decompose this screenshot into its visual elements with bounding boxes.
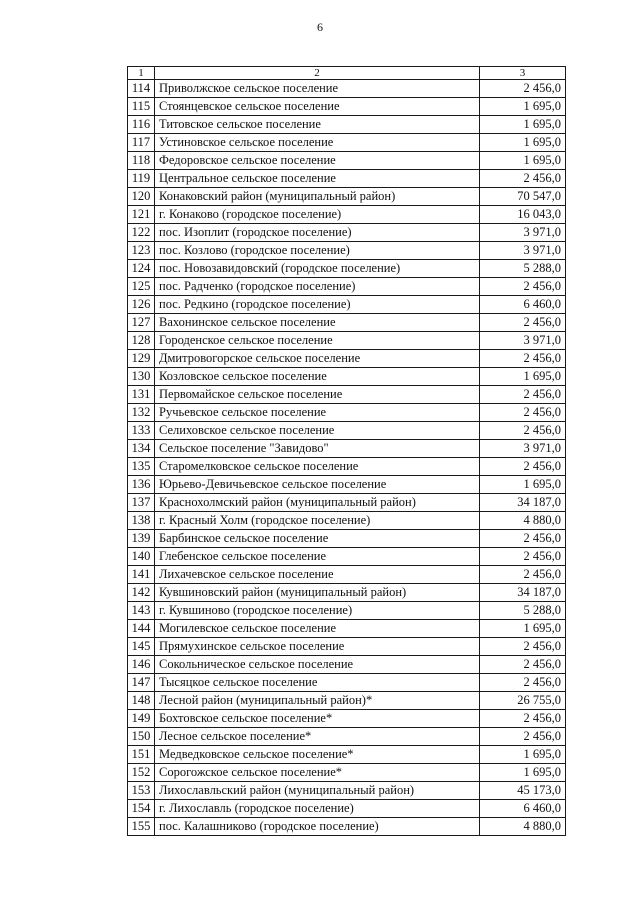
table-row: [128, 800, 566, 818]
amount-value: 2 456,0: [480, 674, 566, 692]
municipality-name: Лихачевское сельское поселение: [155, 566, 480, 584]
table-row: [128, 602, 566, 620]
row-number: 123: [128, 242, 155, 260]
municipality-name: Лесное сельское поселение*: [155, 728, 480, 746]
row-number: 125: [128, 278, 155, 296]
amount-value: 2 456,0: [480, 314, 566, 332]
row-number: 129: [128, 350, 155, 368]
row-number: 147: [128, 674, 155, 692]
amount-value: 45 173,0: [480, 782, 566, 800]
table-row: [128, 296, 566, 314]
table-body: [128, 67, 566, 836]
row-number: 131: [128, 386, 155, 404]
amount-value: 1 695,0: [480, 764, 566, 782]
amount-value: 5 288,0: [480, 602, 566, 620]
row-number: 152: [128, 764, 155, 782]
row-number: 144: [128, 620, 155, 638]
amount-value: 2 456,0: [480, 638, 566, 656]
row-number: 121: [128, 206, 155, 224]
amount-value: 3 971,0: [480, 224, 566, 242]
amount-value: 6 460,0: [480, 800, 566, 818]
row-number: 126: [128, 296, 155, 314]
amount-value: 1 695,0: [480, 98, 566, 116]
row-number: 128: [128, 332, 155, 350]
row-number: 124: [128, 260, 155, 278]
amount-value: 1 695,0: [480, 746, 566, 764]
municipality-name: пос. Калашниково (городское поселение): [155, 818, 480, 836]
municipality-name: Тысяцкое сельское поселение: [155, 674, 480, 692]
table-row: [128, 314, 566, 332]
row-number: 154: [128, 800, 155, 818]
table-row: [128, 728, 566, 746]
table-row: [128, 566, 566, 584]
row-number: 120: [128, 188, 155, 206]
table-row: [128, 134, 566, 152]
municipality-name: Городенское сельское поселение: [155, 332, 480, 350]
table-row: [128, 332, 566, 350]
row-number: 132: [128, 404, 155, 422]
amount-value: 1 695,0: [480, 476, 566, 494]
municipality-name: Медведковское сельское поселение*: [155, 746, 480, 764]
municipality-name: Дмитровогорское сельское поселение: [155, 350, 480, 368]
amount-value: 3 971,0: [480, 332, 566, 350]
municipality-name: Прямухинское сельское поселение: [155, 638, 480, 656]
table-row: [128, 368, 566, 386]
municipality-name: пос. Новозавидовский (городское поселение): [155, 260, 480, 278]
amount-value: 2 456,0: [480, 530, 566, 548]
row-number: 151: [128, 746, 155, 764]
row-number: 146: [128, 656, 155, 674]
municipality-name: Вахонинское сельское поселение: [155, 314, 480, 332]
row-number: 143: [128, 602, 155, 620]
municipality-name: Могилевское сельское поселение: [155, 620, 480, 638]
municipality-name: Козловское сельское поселение: [155, 368, 480, 386]
amount-value: 4 880,0: [480, 818, 566, 836]
row-number: 153: [128, 782, 155, 800]
amount-value: 16 043,0: [480, 206, 566, 224]
table-row: [128, 512, 566, 530]
row-number: 141: [128, 566, 155, 584]
municipality-name: Барбинское сельское поселение: [155, 530, 480, 548]
municipality-name: Краснохолмский район (муниципальный район): [155, 494, 480, 512]
table-row: [128, 584, 566, 602]
table-row: [128, 440, 566, 458]
amount-value: 2 456,0: [480, 710, 566, 728]
table-row: [128, 656, 566, 674]
municipality-name: Федоровское сельское поселение: [155, 152, 480, 170]
municipality-name: Лесной район (муниципальный район)*: [155, 692, 480, 710]
municipality-name: Бохтовское сельское поселение*: [155, 710, 480, 728]
amount-value: 26 755,0: [480, 692, 566, 710]
table-row: [128, 548, 566, 566]
municipality-name: Первомайское сельское поселение: [155, 386, 480, 404]
amount-value: 5 288,0: [480, 260, 566, 278]
amount-value: 2 456,0: [480, 80, 566, 98]
row-number: 133: [128, 422, 155, 440]
amount-value: 1 695,0: [480, 368, 566, 386]
table-row: [128, 476, 566, 494]
municipality-name: Приволжское сельское поселение: [155, 80, 480, 98]
row-number: 116: [128, 116, 155, 134]
table-header-row: [128, 67, 566, 80]
row-number: 136: [128, 476, 155, 494]
table-row: [128, 80, 566, 98]
municipality-name: пос. Радченко (городское поселение): [155, 278, 480, 296]
amount-value: 2 456,0: [480, 350, 566, 368]
table-row: [128, 350, 566, 368]
row-number: 130: [128, 368, 155, 386]
table-row: [128, 638, 566, 656]
table-row: [128, 224, 566, 242]
municipality-name: Сельское поселение "Завидово": [155, 440, 480, 458]
row-number: 148: [128, 692, 155, 710]
municipality-name: Стоянцевское сельское поселение: [155, 98, 480, 116]
amount-value: 2 456,0: [480, 422, 566, 440]
column-header-3: 3: [480, 67, 566, 80]
amount-value: 2 456,0: [480, 728, 566, 746]
municipality-name: пос. Изоплит (городское поселение): [155, 224, 480, 242]
row-number: 137: [128, 494, 155, 512]
table-row: [128, 620, 566, 638]
row-number: 138: [128, 512, 155, 530]
amount-value: 6 460,0: [480, 296, 566, 314]
municipality-name: Сорогожское сельское поселение*: [155, 764, 480, 782]
amount-value: 2 456,0: [480, 170, 566, 188]
table-row: [128, 278, 566, 296]
municipality-name: пос. Козлово (городское поселение): [155, 242, 480, 260]
municipality-name: г. Конаково (городское поселение): [155, 206, 480, 224]
municipality-name: Кувшиновский район (муниципальный район): [155, 584, 480, 602]
row-number: 114: [128, 80, 155, 98]
table-row: [128, 674, 566, 692]
row-number: 127: [128, 314, 155, 332]
table-row: [128, 818, 566, 836]
amount-value: 2 456,0: [480, 278, 566, 296]
municipality-name: пос. Редкино (городское поселение): [155, 296, 480, 314]
column-header-1: 1: [128, 67, 155, 80]
amount-value: 4 880,0: [480, 512, 566, 530]
municipality-name: Конаковский район (муниципальный район): [155, 188, 480, 206]
amount-value: 3 971,0: [480, 440, 566, 458]
municipality-name: Старомелковское сельское поселение: [155, 458, 480, 476]
table-row: [128, 458, 566, 476]
row-number: 134: [128, 440, 155, 458]
row-number: 140: [128, 548, 155, 566]
table-row: [128, 188, 566, 206]
municipality-name: Глебенское сельское поселение: [155, 548, 480, 566]
amount-value: 1 695,0: [480, 134, 566, 152]
row-number: 115: [128, 98, 155, 116]
table-row: [128, 116, 566, 134]
amount-value: 2 456,0: [480, 548, 566, 566]
row-number: 118: [128, 152, 155, 170]
municipality-name: г. Лихославль (городское поселение): [155, 800, 480, 818]
amount-value: 2 456,0: [480, 566, 566, 584]
row-number: 150: [128, 728, 155, 746]
amount-value: 2 456,0: [480, 458, 566, 476]
row-number: 155: [128, 818, 155, 836]
amount-value: 3 971,0: [480, 242, 566, 260]
row-number: 119: [128, 170, 155, 188]
table-row: [128, 386, 566, 404]
table-row: [128, 404, 566, 422]
table-row: [128, 242, 566, 260]
municipality-name: Сокольническое сельское поселение: [155, 656, 480, 674]
row-number: 142: [128, 584, 155, 602]
municipality-name: г. Красный Холм (городское поселение): [155, 512, 480, 530]
amount-value: 70 547,0: [480, 188, 566, 206]
municipality-name: г. Кувшиново (городское поселение): [155, 602, 480, 620]
table-row: [128, 494, 566, 512]
amount-value: 2 456,0: [480, 404, 566, 422]
row-number: 122: [128, 224, 155, 242]
column-header-2: 2: [155, 67, 480, 80]
page-number: 6: [317, 20, 323, 34]
municipality-name: Юрьево-Девичьевское сельское поселение: [155, 476, 480, 494]
municipality-name: Селиховское сельское поселение: [155, 422, 480, 440]
amount-value: 1 695,0: [480, 620, 566, 638]
table-row: [128, 692, 566, 710]
amount-value: 2 456,0: [480, 386, 566, 404]
row-number: 149: [128, 710, 155, 728]
table-row: [128, 764, 566, 782]
table-row: [128, 782, 566, 800]
table-row: [128, 170, 566, 188]
table-row: [128, 152, 566, 170]
budget-table: [127, 66, 566, 836]
table-row: [128, 422, 566, 440]
municipality-name: Ручьевское сельское поселение: [155, 404, 480, 422]
table-row: [128, 206, 566, 224]
table-row: [128, 710, 566, 728]
table-row: [128, 530, 566, 548]
table-row: [128, 98, 566, 116]
row-number: 145: [128, 638, 155, 656]
table-row: [128, 260, 566, 278]
municipality-name: Центральное сельское поселение: [155, 170, 480, 188]
amount-value: 34 187,0: [480, 494, 566, 512]
municipality-name: Титовское сельское поселение: [155, 116, 480, 134]
row-number: 117: [128, 134, 155, 152]
row-number: 135: [128, 458, 155, 476]
amount-value: 1 695,0: [480, 116, 566, 134]
amount-value: 34 187,0: [480, 584, 566, 602]
amount-value: 1 695,0: [480, 152, 566, 170]
municipality-name: Устиновское сельское поселение: [155, 134, 480, 152]
municipality-name: Лихославльский район (муниципальный район): [155, 782, 480, 800]
table-row: [128, 746, 566, 764]
row-number: 139: [128, 530, 155, 548]
amount-value: 2 456,0: [480, 656, 566, 674]
